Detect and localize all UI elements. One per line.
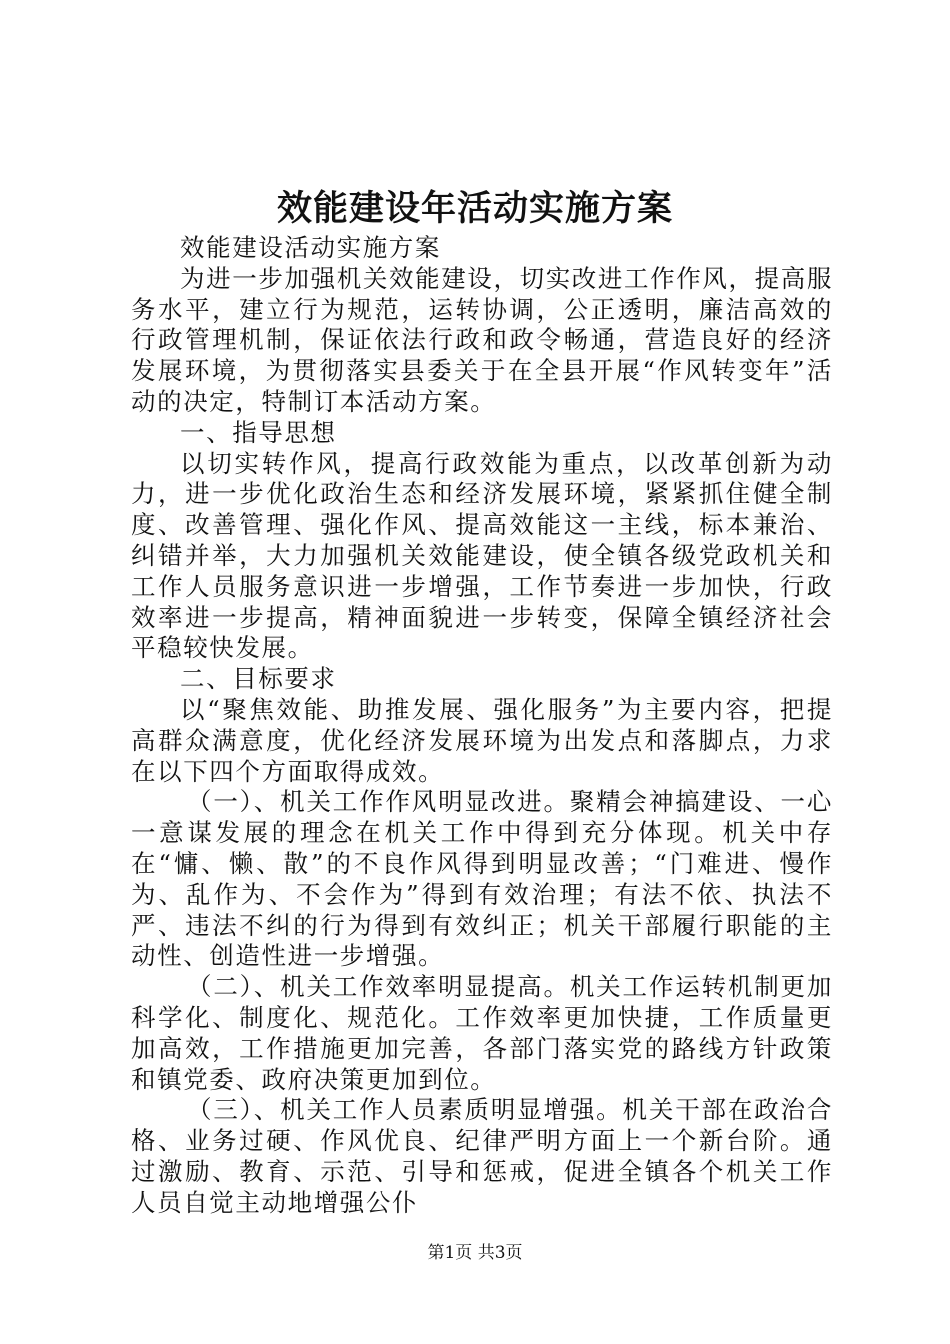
document-title: 效能建设年活动实施方案 (276, 188, 673, 229)
paragraph-guiding-ideology: 以切实转作风，提高行政效能为重点，以改革创新为动力，进一步优化政治生态和经济发展环境，紧紧抓住健全制度、改善管理、强化作风、提高效能这一主线，标本兼治、纠错并举，大力加强机关效能建设，使全镇各级党政机关和工作人员服务意识进一步增强，工作节奏进一步加快，行政效率进一步提高，精神面貌进一步转变，保障全镇经济社会平稳较快发展。 (131, 448, 833, 663)
paragraph-goal-3: （三）、机关工作人员素质明显增强。机关干部在政治合格、业务过硬、作风优良、纪律严明方面上一个新台阶。通过激励、教育、示范、引导和惩戒，促进全镇各个机关工作人员自觉主动地增强公仆 (131, 1095, 833, 1217)
page-footer: 第1页 共3页 (427, 1243, 523, 1263)
document-body (131, 233, 833, 1219)
section-heading-guiding-ideology: 一、指导思想 (180, 417, 337, 447)
paragraph-intro: 为进一步加强机关效能建设，切实改进工作作风，提高服务水平，建立行为规范，运转协调，公正透明，廉洁高效的行政管理机制，保证依法行政和政令畅通，营造良好的经济发展环境，为贯彻落实县委关于在全县开展“作风转变年”活动的决定，特制订本活动方案。 (131, 263, 833, 416)
paragraph-subtitle: 效能建设活动实施方案 (180, 233, 441, 262)
paragraph-goal-2: （二）、机关工作效率明显提高。机关工作运转机制更加科学化、制度化、规范化。工作效率更加快捷，工作质量更加高效，工作措施更加完善，各部门落实党的路线方针政策和镇党委、政府决策更加到位。 (131, 972, 833, 1094)
paragraph-goals: 以“聚焦效能、助推发展、强化服务”为主要内容，把提高群众满意度，优化经济发展环境为出发点和落脚点，力求在以下四个方面取得成效。 (131, 694, 833, 786)
paragraph-goal-1: （一）、机关工作作风明显改进。聚精会神搞建设、一心一意谋发展的理念在机关工作中得到充分体现。机关中存在“慵、懒、散”的不良作风得到明显改善；“门难进、慢作为、乱作为、不会作为”得到有效治理；有法不依、执法不严、违法不纠的行为得到有效纠正；机关干部履行职能的主动性、创造性进一步增强。 (131, 787, 833, 971)
section-heading-goals: 二、目标要求 (180, 664, 337, 694)
